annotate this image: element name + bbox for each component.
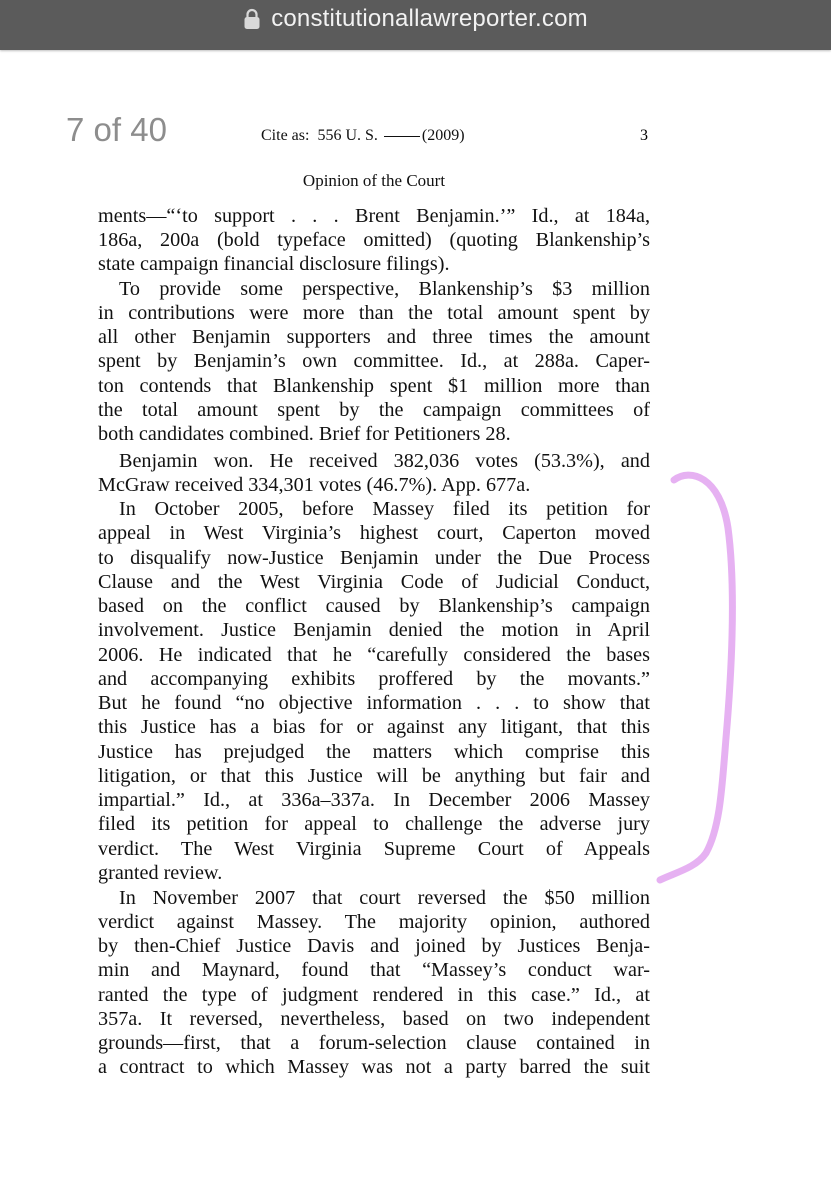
url-text: constitutionallawreporter.com — [271, 5, 588, 32]
text-line: Clause and the West Virginia Code of Judicial Conduct, — [98, 571, 650, 593]
text-line: But he found “no objective information . . . to show that — [98, 692, 650, 714]
text-line: grounds—first, that a forum-selection clause contained in — [98, 1032, 650, 1054]
text-line: 186a, 200a (bold typeface omitted) (quoting Blankenship’s — [98, 229, 650, 251]
text-line: To provide some perspective, Blankenship’s $3 million — [119, 278, 650, 300]
cite-prefix: Cite as: 556 U. S. — [261, 127, 382, 144]
text-line: based on the conflict caused by Blankenship’s campaign — [98, 595, 650, 617]
url-display[interactable] — [243, 5, 588, 33]
text-line: Justice has prejudged the matters which comprise this — [98, 741, 650, 763]
text-line: impartial.” Id., at 336a–337a. In December 2006 Massey — [98, 789, 650, 811]
text-line: litigation, or that this Justice will be anything but fair and — [98, 765, 650, 787]
text-line: verdict. The West Virginia Supreme Court of Appeals — [98, 838, 650, 860]
text-line: ton contends that Blankenship spent $1 million more than — [98, 375, 650, 397]
cite-blank — [384, 136, 420, 137]
text-line: In October 2005, before Massey filed its petition for — [119, 498, 650, 520]
text-line: involvement. Justice Benjamin denied the motion in April — [98, 619, 650, 641]
text-line: granted review. — [98, 862, 223, 884]
page-number: 3 — [640, 127, 648, 144]
page-counter: 7 of 40 — [66, 111, 167, 148]
text-line: in contributions were more than the total amount spent by — [98, 302, 650, 324]
text-line: In November 2007 that court reversed the $50 million — [119, 887, 650, 909]
text-line: min and Maynard, found that “Massey’s conduct war- — [98, 959, 650, 981]
text-line: and accompanying exhibits proffered by the movants.” — [98, 668, 650, 690]
text-line: by then-Chief Justice Davis and joined by Justices Benja- — [98, 935, 650, 957]
text-line: to disqualify now-Justice Benjamin under the Due Process — [98, 547, 650, 569]
text-line: ranted the type of judgment rendered in this case.” Id., at — [98, 984, 650, 1006]
text-line: this Justice has a bias for or against any litigant, that this — [98, 716, 650, 738]
highlight-bracket-annotation — [650, 468, 740, 888]
text-line: Benjamin won. He received 382,036 votes (53.3%), and — [119, 450, 650, 472]
text-line: McGraw received 334,301 votes (46.7%). App. 677a. — [98, 474, 531, 496]
cite-year: (2009) — [421, 127, 465, 144]
text-line: 2006. He indicated that he “carefully considered the bases — [98, 644, 650, 666]
citation-header — [261, 127, 465, 145]
text-line: ments—“‘to support . . . Brent Benjamin.’” Id., at 184a, — [98, 205, 650, 227]
running-head: Opinion of the Court — [302, 171, 446, 190]
text-line: all other Benjamin supporters and three times the amount — [98, 326, 650, 348]
text-line: verdict against Massey. The majority opinion, authored — [98, 911, 650, 933]
text-line: a contract to which Massey was not a party barred the suit — [98, 1056, 650, 1078]
browser-address-bar[interactable] — [0, 0, 831, 50]
text-line: spent by Benjamin’s own committee. Id., at 288a. Caper- — [98, 350, 650, 372]
text-line: filed its petition for appeal to challenge the adverse jury — [98, 813, 650, 835]
text-line: 357a. It reversed, nevertheless, based on two independent — [98, 1008, 650, 1030]
text-line: state campaign financial disclosure filings). — [98, 253, 450, 275]
lock-icon — [243, 8, 261, 30]
text-line: appeal in West Virginia’s highest court, Caperton moved — [98, 522, 650, 544]
text-line: both candidates combined. Brief for Petitioners 28. — [98, 423, 511, 445]
text-line: the total amount spent by the campaign committees of — [98, 399, 650, 421]
